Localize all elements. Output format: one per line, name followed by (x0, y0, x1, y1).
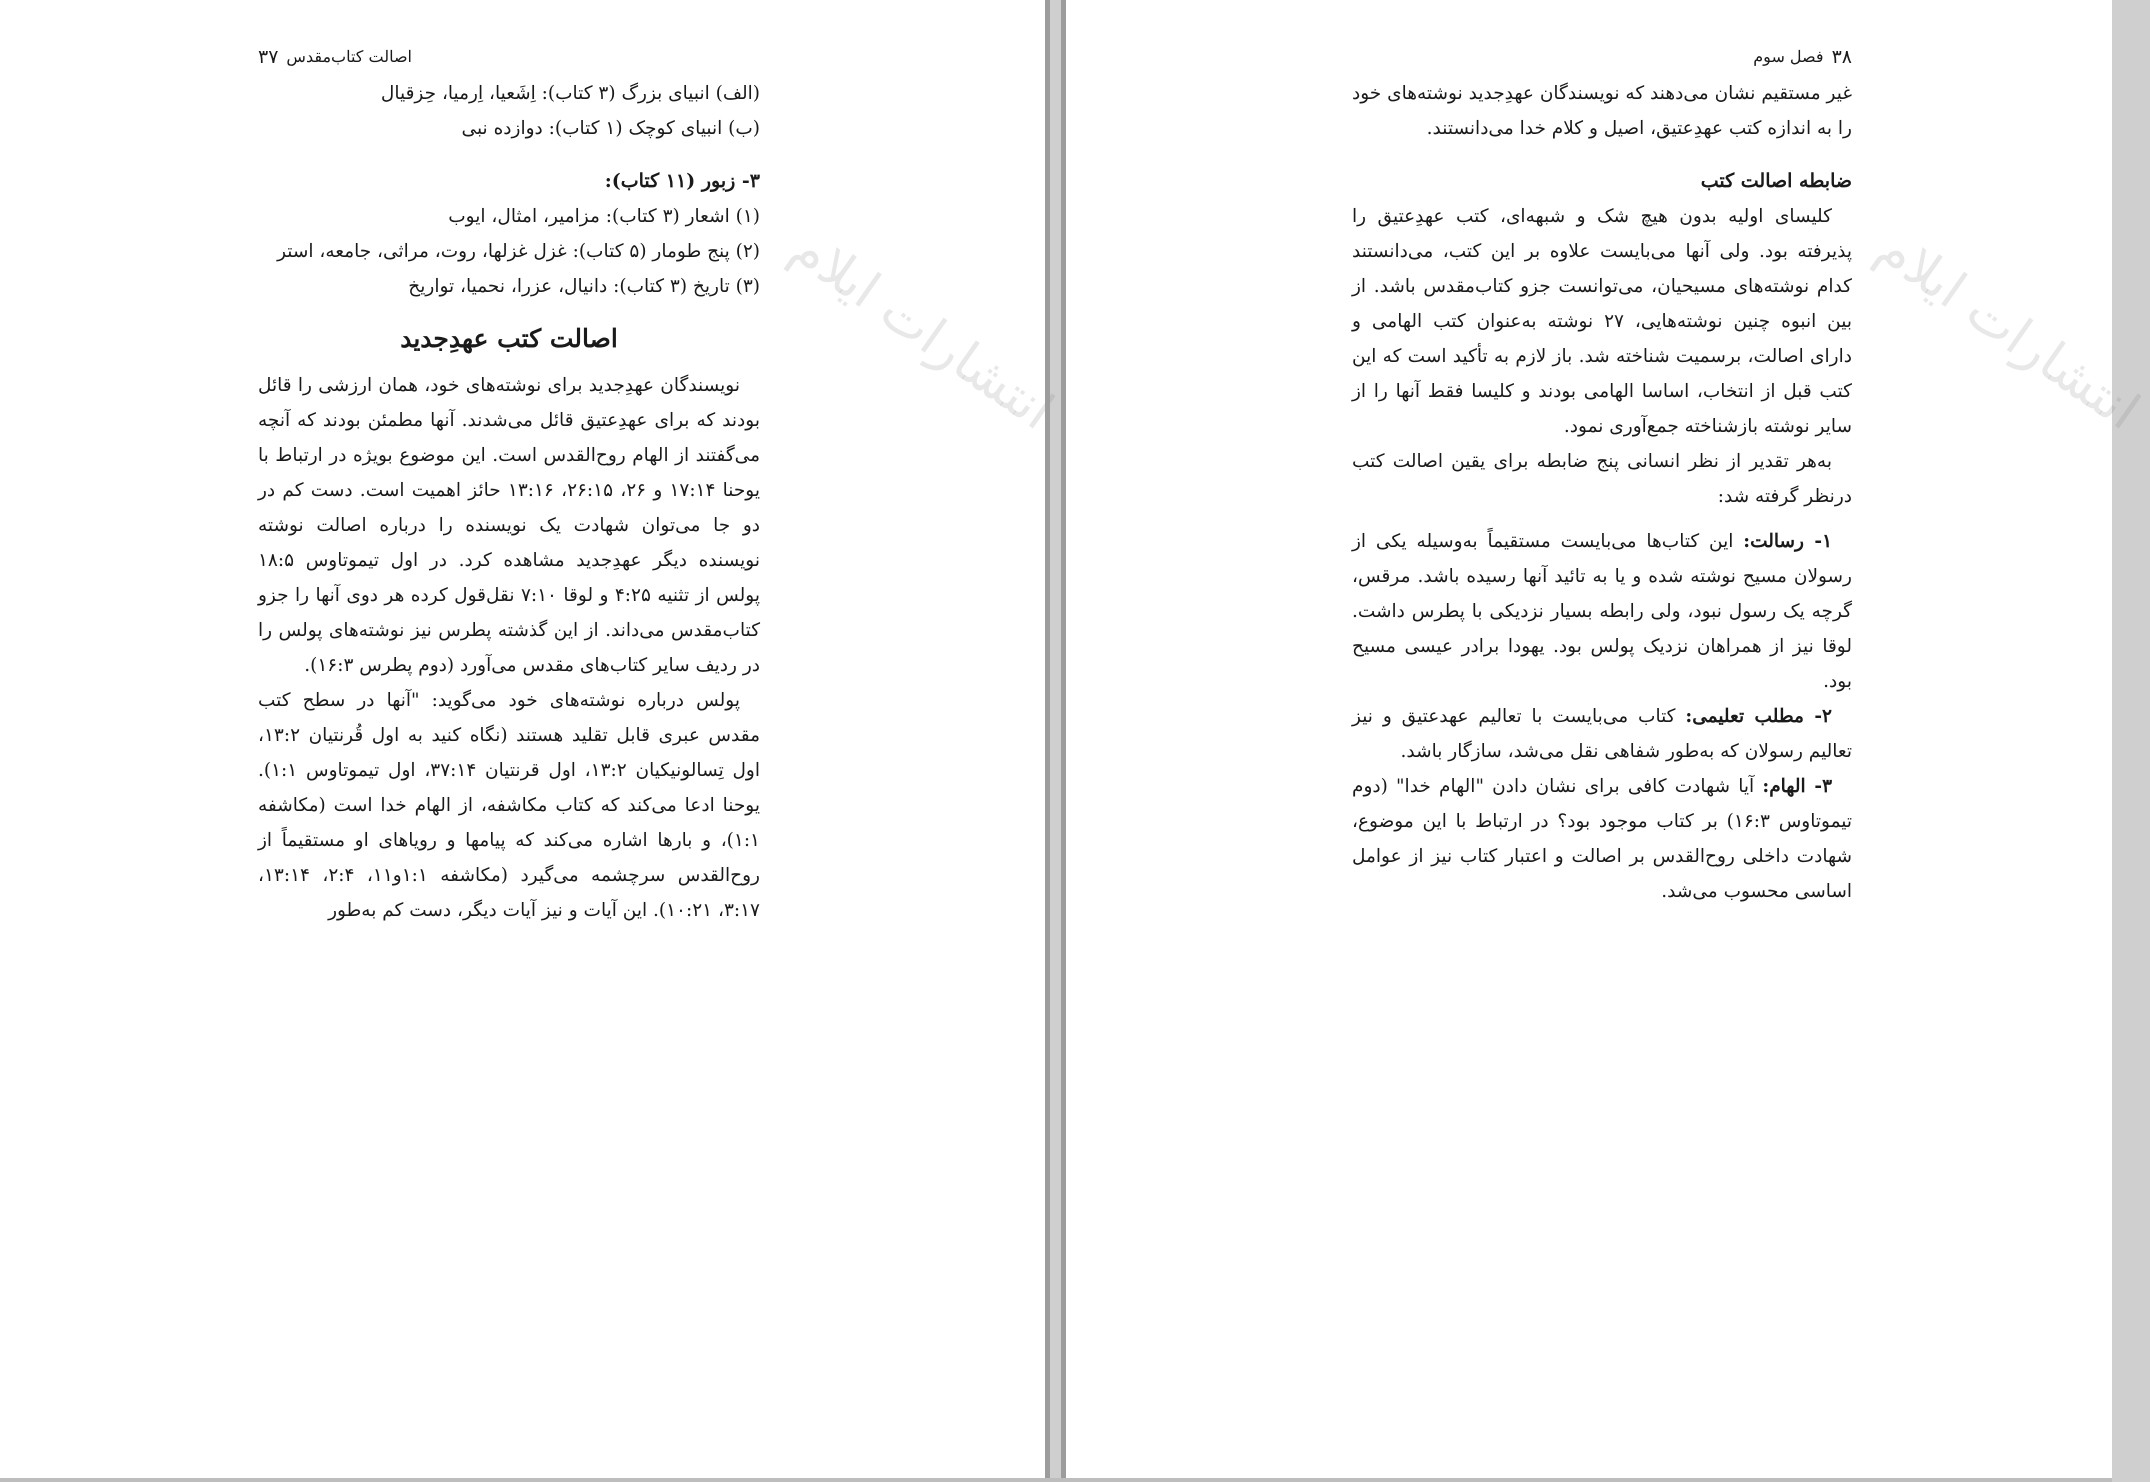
right-page-title: فصل سوم (1753, 47, 1824, 66)
left-page-number: ۳۷ (258, 46, 279, 68)
psalms-line: (۳) تاریخ (۳ کتاب): دانیال، عزرا، نحمیا، تواریخ (408, 276, 760, 297)
criterion-text: کتاب می‌بایست با تعالیم عهدعتیق و نیز تعالیم رسولان که به‌طور شفاهی نقل می‌شد، سازگار باشد. (1352, 706, 1852, 762)
body-paragraph: کلیسای اولیه بدون هیچ شک و شبهه‌ای، کتب عهدِعتیق را پذیرفته بود. ولی آنها می‌بایست علاوه بر این کتب، می‌دانستند کدام نوشته‌های مسیحیان، می‌توانست جزو کتاب‌مقدس باشد. از بین انبوه چنین نوشته‌هایی، ۲۷ نوشته به‌عنوان کتب الهامی و دارای اصالت، برسمیت شناخته شد. باز لازم به تأکید است که این کتب قبل از انتخاب، اساسا الهامی بودند و کلیسا فقط آنها را از سایر نوشته بازشناخته جمع‌آوری نمود. (1352, 206, 1852, 437)
left-page-column (258, 40, 760, 928)
criterion-item (1352, 699, 1852, 769)
left-page (0, 0, 1064, 1478)
prophets-major-line: (الف) انبیای بزرگ (۳ کتاب): اِشَعیا، اِرمیا، حِزقیال (380, 83, 760, 104)
prophets-minor-line: (ب) انبیای کوچک (۱ کتاب): دوازده نبی (461, 118, 760, 139)
criterion-item (1352, 769, 1852, 909)
criterion-text: آیا شهادت کافی برای نشان دادن "الهام خدا" (دوم تیموتاوس ۱۶:۳) بر کتاب موجود بود؟ در ارتباط با این موضوع، شهادت داخلی روح‌القدس بر اصالت و اعتبار کتاب نیز از عوامل اساسی محسوب می‌شد. (1352, 776, 1852, 902)
right-page-column (1352, 40, 1852, 909)
right-running-head (1352, 40, 1852, 74)
section-title: ضابطه اصالت کتب (1700, 170, 1852, 192)
psalms-line: (۱) اشعار (۳ کتاب): مزامیر، امثال، ایوب (448, 206, 760, 227)
chapter-title: اصالت کتب عهدِجدید (400, 324, 618, 353)
body-paragraph: نویسندگان عهدِجدید برای نوشته‌های خود، همان ارزشی را قائل بودند که برای عهدِعتیق قائل می‌شدند. آنها مطمئن بودند که آنچه می‌گفتند از الهام روح‌القدس است. این موضوع بویژه در ارتباط با یوحنا ۱۷:۱۴ و ۲۶، ۲۶:۱۵، ۱۳:۱۶ حائز اهمیت است. دست کم در دو جا می‌توان شهادت یک نویسنده را درباره اصالت نوشته نویسنده دیگر عهدِجدید مشاهده کرد. در اول تیموتاوس ۱۸:۵ پولس از تثنیه ۴:۲۵ و لوقا ۷:۱۰ نقل‌قول کرده هر دوی آنها را جزو کتاب‌مقدس می‌داند. از این گذشته پطرس نیز نوشته‌های پولس را در ردیف سایر کتاب‌های مقدس می‌آورد (دوم پطرس ۱۶:۳). (258, 375, 761, 676)
criterion-label: ۲- مطلب تعلیمی: (1685, 706, 1832, 727)
left-page-title: اصالت کتاب‌مقدس (286, 47, 412, 66)
left-running-head (258, 40, 760, 74)
body-paragraph: غیر مستقیم نشان می‌دهند که نویسندگان عهدِجدید نوشته‌های خود را به اندازه کتب عهدِعتیق، اصیل و کلام خدا می‌دانستند. (1352, 83, 1852, 139)
viewer-bottom-edge (0, 1478, 2112, 1482)
psalms-heading: ۳- زبور (۱۱ کتاب): (604, 170, 760, 192)
right-page-number: ۳۸ (1831, 46, 1852, 68)
criterion-text: این کتاب‌ها می‌بایست مستقیماً به‌وسیله یکی از رسولان مسیح نوشته شده و یا به تائید آنها رسیده باشد. مرقس، گرچه یک رسول نبود، ولی رابطه بسیار نزدیکی با پطرس داشت. لوقا نیز از همراهان نزدیک پولس بود. یهودا برادر عیسی مسیح بود. (1352, 531, 1852, 692)
publisher-watermark: انتشارات ایلام (1866, 218, 2150, 442)
criterion-item (1352, 524, 1852, 699)
criterion-label: ۳- الهام: (1762, 776, 1832, 797)
page-gutter (1045, 0, 1050, 1482)
body-paragraph: به‌هر تقدیر از نظر انسانی پنج ضابطه برای یقین اصالت کتب درنظر گرفته شد: (1352, 451, 1852, 507)
publisher-watermark: انتشارات ایلام (780, 218, 1064, 442)
psalms-line: (۲) پنج طومار (۵ کتاب): غزل غزلها، روت، مراثی، جامعه، استر (277, 241, 760, 262)
body-paragraph: پولس درباره نوشته‌های خود می‌گوید: "آنها در سطح کتب مقدس عبری قابل تقلید هستند (نگاه کنید به اول قُرنتیان ۱۳:۲، اول تِسالونیکیان ۱۳:۲، اول قرنتیان ۳۷:۱۴، اول تیموتاوس ۱:۱). یوحنا ادعا می‌کند که کتاب مکاشفه، از الهام خدا است (مکاشفه ۱:۱)، و بارها اشاره می‌کند که پیامها و رویاهای او مستقیماً از روح‌القدس سرچشمه می‌گیرد (مکاشفه ۱:۱و۱۱، ۲:۴، ۱۳:۱۴، ۳:۱۷، ۱۰:۲۱). این آیات و نیز آیات دیگر، دست کم به‌طور (258, 690, 761, 921)
criterion-label: ۱- رسالت: (1743, 531, 1832, 552)
right-page (1066, 0, 2150, 1478)
